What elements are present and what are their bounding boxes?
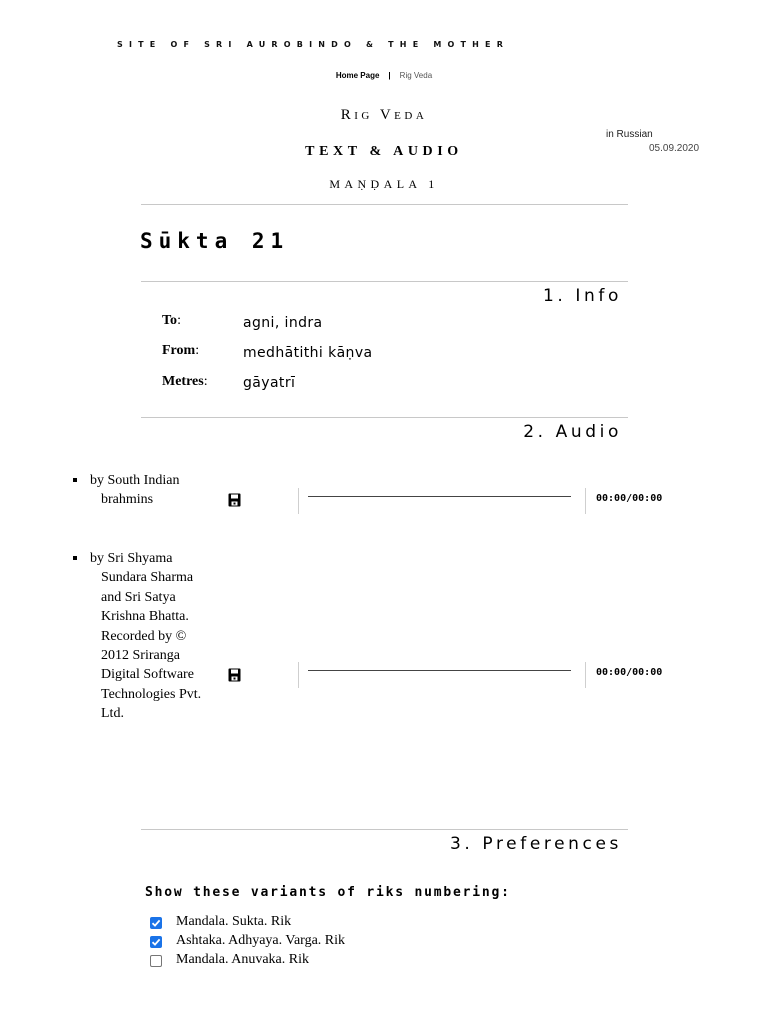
numbering-variants-heading: Show these variants of riks numbering:	[145, 885, 511, 900]
audio-time-display: 00:00/00:00	[596, 667, 663, 678]
numbering-checkbox-ashtaka[interactable]	[150, 936, 162, 948]
page-subtitle: TEXT & AUDIO	[305, 144, 463, 159]
info-label-from: From:	[162, 343, 200, 358]
audio-performer-label: by South Indian brahmins	[90, 473, 180, 508]
nav-separator: |	[388, 71, 391, 80]
russian-version-link[interactable]: in Russian	[606, 129, 653, 140]
numbering-checkbox-mandala-sukta[interactable]	[150, 917, 162, 929]
audio-performer-label: by Sri Shyama Sundara Sharma and Sri Satya Krishna Bhatta. Recorded by © 2012 Sriranga Digital Software Technologies Pvt. Ltd.	[90, 551, 202, 722]
numbering-checkbox-mandala-anuvaka[interactable]	[150, 955, 162, 967]
numbering-option-label[interactable]: Ashtaka. Adhyaya. Varga. Rik	[176, 933, 346, 948]
info-value-from: medhātithi kāṇva	[243, 345, 373, 361]
audio-time-display: 00:00/00:00	[596, 493, 663, 504]
floppy-disk-icon[interactable]	[228, 668, 241, 682]
nav-current-link[interactable]: Rig Veda	[399, 71, 433, 80]
divider	[141, 281, 628, 282]
player-divider	[298, 488, 299, 514]
list-bullet	[73, 478, 77, 482]
numbering-option-label[interactable]: Mandala. Sukta. Rik	[176, 914, 292, 929]
update-date: 05.09.2020	[649, 143, 700, 154]
info-value-to: agni, indra	[243, 315, 323, 331]
audio-section-heading: 2. Audio	[523, 422, 622, 442]
info-value-metres: gāyatrī	[243, 375, 296, 391]
divider	[141, 829, 628, 830]
info-label-to: To:	[162, 313, 181, 328]
site-title[interactable]: SITE OF SRI AUROBINDO & THE MOTHER	[117, 40, 510, 49]
player-divider	[585, 488, 586, 514]
sukta-title: Sūkta 21	[140, 229, 290, 253]
info-section-heading: 1. Info	[543, 286, 622, 306]
divider	[141, 204, 628, 205]
mandala-label: MAṆḌALA 1	[329, 177, 439, 191]
audio-seek-bar[interactable]	[308, 496, 571, 497]
info-label-metres: Metres:	[162, 374, 208, 389]
list-bullet	[73, 556, 77, 560]
breadcrumb	[0, 71, 768, 80]
nav-home-link[interactable]: Home Page	[335, 71, 380, 80]
preferences-section-heading: 3. Preferences	[449, 834, 622, 854]
audio-seek-bar[interactable]	[308, 670, 571, 671]
floppy-disk-icon[interactable]	[228, 493, 241, 507]
numbering-option-label[interactable]: Mandala. Anuvaka. Rik	[176, 952, 309, 967]
player-divider	[298, 662, 299, 688]
divider	[141, 417, 628, 418]
page-title: Rig Veda	[340, 107, 428, 123]
player-divider	[585, 662, 586, 688]
